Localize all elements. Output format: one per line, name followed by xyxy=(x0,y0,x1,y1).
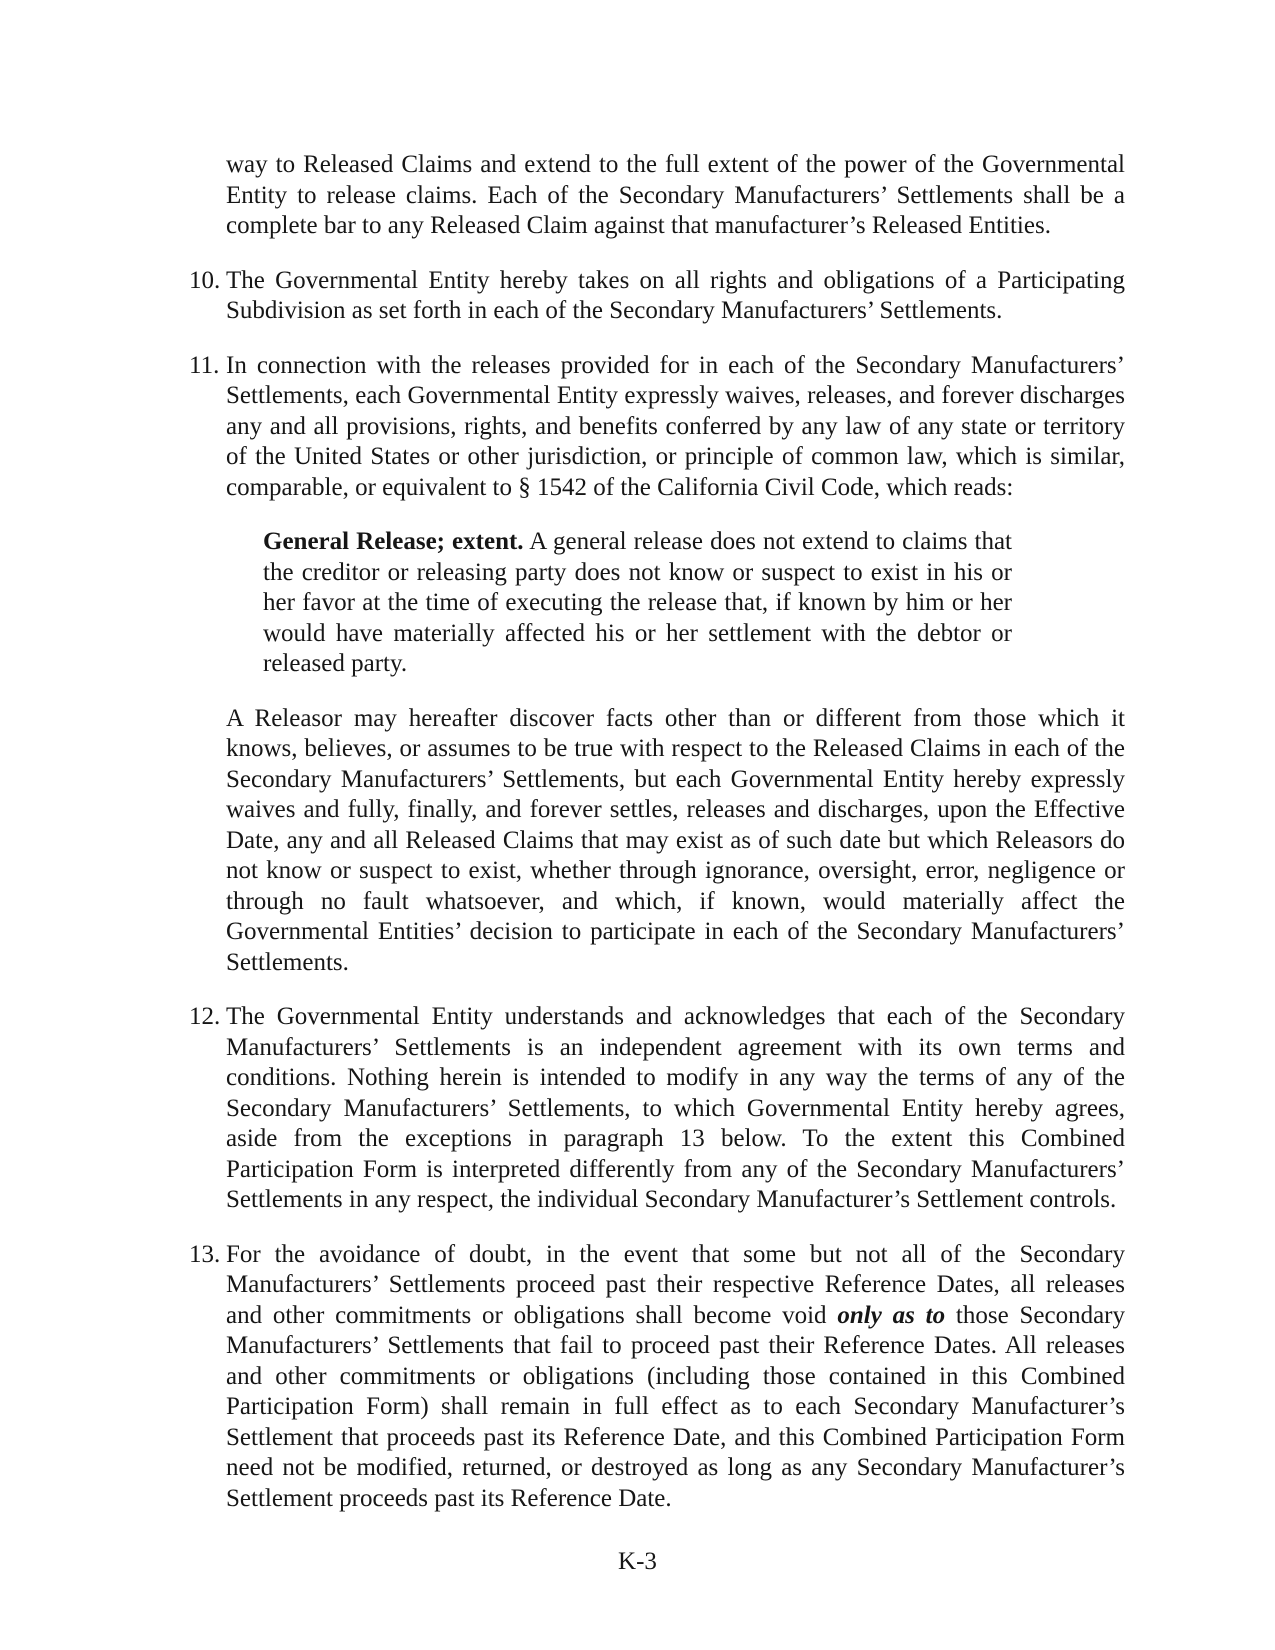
paragraph-12-number: 12. xyxy=(189,1003,221,1030)
paragraph-12-text: The Governmental Entity understands and acknowledges that each of the Secondary Manufacturers’ Settlements is an independent agreement with its own terms and conditions. Nothing herein is intended to modify in any way the terms of any of the Secondary Manufacturers’ Settlements, to which Governmental Entity hereby agrees, aside from the exceptions in paragraph 13 below. To the extent this Combined Participation Form is interpreted differently from any of the Secondary Manufacturers’ Settlements in any respect, the individual Secondary Manufacturer’s Settlement controls. xyxy=(226,1003,1125,1213)
paragraph-10-text: The Governmental Entity hereby takes on all rights and obligations of a Participating Subdivision as set forth in each of the Secondary Manufacturers’ Settlements. xyxy=(226,266,1125,324)
quote-body: A general release does not extend to claims that the creditor or releasing party does not know or suspect to exist in his or her favor at the time of executing the release that, if known by him or her would have materially affected his or her settlement with the debtor or released party. xyxy=(263,528,1012,677)
paragraph-continuation: way to Released Claims and extend to the full extent of the power of the Governmental Entity to release claims. Each of the Secondary Manufacturers’ Settlements shall be a complete bar to any Released Claim against that manufacturer’s Released Entities. xyxy=(226,151,1125,239)
paragraph-12 xyxy=(189,1002,1125,1216)
page-number-footer: K-3 xyxy=(618,1548,657,1575)
paragraph-13-text-before: For the avoidance of doubt, in the event that some but not all of the Secondary Manufacturers’ Settlements proceed past their respective Reference Dates, all releases and other commitments or obligations shall become void xyxy=(226,1240,1125,1329)
paragraph-11-number: 11. xyxy=(189,351,220,379)
paragraph-10 xyxy=(189,266,1125,327)
paragraph-13 xyxy=(189,1240,1126,1515)
paragraph-13-text-after: those Secondary Manufacturers’ Settlements that fail to proceed past their Reference Dates. All releases and other commitments or obligations (including those contained in this Combined Participation Form) shall remain in full effect as to each Secondary Manufacturer’s Settlement that proceeds past its Reference Date, and this Combined Participation Form need not be modified, returned, or destroyed as long as any Secondary Manufacturer’s Settlement proceeds past its Reference Date. xyxy=(226,1301,1126,1512)
paragraph-11-text: In connection with the releases provided for in each of the Secondary Manufacturers’ Settlements, each Governmental Entity expressly waives, releases, and forever discharges any and all provisions, rights, and benefits conferred by any law of any state or territory of the United States or other jurisdiction, or principle of common law, which is similar, comparable, or equivalent to § 1542 of the California Civil Code, which reads: xyxy=(226,351,1125,501)
paragraph-13-emphasis-only-as-to: only as to xyxy=(837,1301,946,1329)
paragraph-11 xyxy=(189,351,1125,504)
paragraph-13-number: 13. xyxy=(189,1240,221,1268)
civil-code-1542-quote xyxy=(263,527,1012,680)
paragraph-10-number: 10. xyxy=(189,266,221,294)
document-body xyxy=(0,150,1275,1538)
quote-lead: General Release; extent. xyxy=(263,528,524,555)
paragraph-releasor: A Releasor may hereafter discover facts other than or different from those which it knows, believes, or assumes to be true with respect to the Released Claims in each of the Secondary Manufacturers’ Settlements, but each Governmental Entity hereby expressly waives and fully, finally, and forever settles, releases and discharges, upon the Effective Date, any and all Released Claims that may exist as of such date but which Releasors do not know or suspect to exist, whether through ignorance, oversight, error, negligence or through no fault whatsoever, and which, if known, would materially affect the Governmental Entities’ decision to participate in each of the Secondary Manufacturers’ Settlements. xyxy=(226,704,1125,976)
